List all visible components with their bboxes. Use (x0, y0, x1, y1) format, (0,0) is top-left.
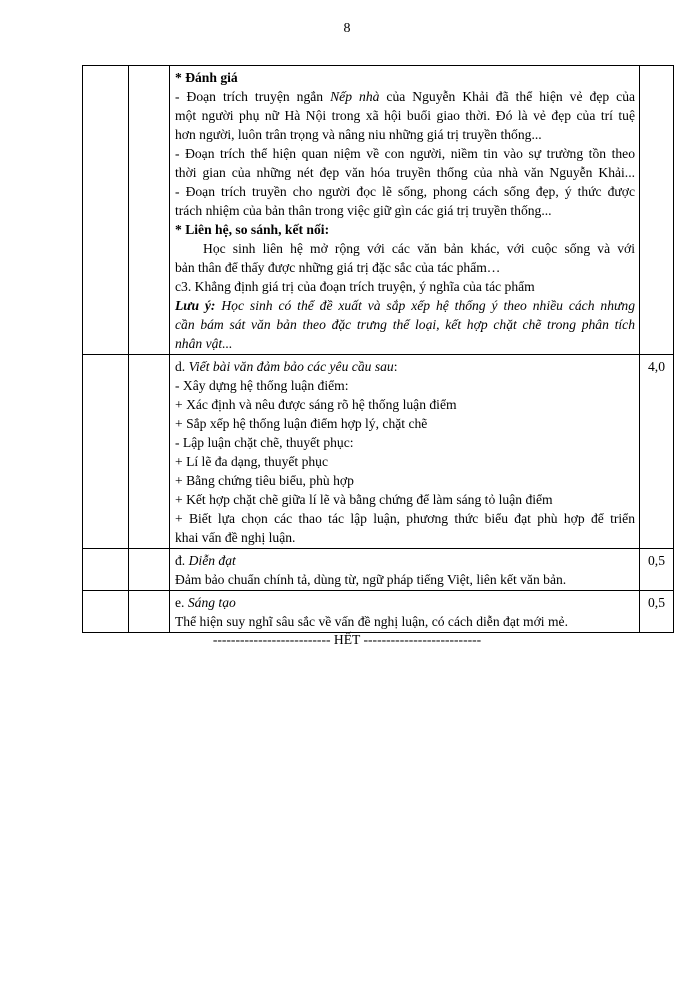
question-cell (83, 591, 129, 633)
text-line: hơn người, luôn trân trọng và nâng niu những giá trị truyền thống... (175, 127, 542, 142)
evaluation-point-3: - Đoạn trích truyền cho người đọc lẽ sống, phong cách sống đẹp, ý thức được (175, 184, 635, 199)
score-value: 0,5 (640, 591, 674, 633)
content-cell (170, 549, 640, 591)
table-row (83, 549, 674, 591)
page-number: 8 (343, 21, 351, 36)
table-row (83, 66, 674, 355)
list-item: - Xây dựng hệ thống luận điểm: (175, 378, 349, 393)
content-cell (170, 591, 640, 633)
table-row (83, 591, 674, 633)
note: Lưu ý: Học sinh có thể đề xuất và sắp xếp hệ thống ý theo nhiều cách nhưng (175, 298, 635, 313)
part-cell (129, 66, 170, 355)
compare-text: Học sinh liên hệ mở rộng với các văn bản khác, với cuộc sống và với (203, 241, 635, 256)
compare-heading: * Liên hệ, so sánh, kết nối: (175, 222, 330, 237)
note-label: Lưu ý: (175, 298, 216, 313)
question-cell (83, 66, 129, 355)
part-cell (129, 355, 170, 549)
section-e-body: Thể hiện suy nghĩ sâu sắc về vấn đề nghị luận, có cách diễn đạt mới mẻ. (175, 614, 568, 629)
part-cell (129, 549, 170, 591)
list-item: + Sắp xếp hệ thống luận điểm hợp lý, chặt chẽ (175, 416, 428, 431)
question-cell (83, 355, 129, 549)
list-item: + Biết lựa chọn các thao tác lập luận, phương thức biểu đạt phù hợp để triển (175, 511, 635, 526)
text-line: nhân vật... (175, 336, 233, 351)
section-dd-heading: đ. Diễn đạt (175, 553, 236, 568)
text-line: một người phụ nữ Hà Nội trong xã hội buổi giao thời. Đó là vẻ đẹp của trí tuệ (175, 108, 635, 123)
c3-point: c3. Khẳng định giá trị của đoạn trích truyện, ý nghĩa của tác phẩm (175, 279, 535, 294)
work-title: Nếp nhà (330, 89, 380, 104)
end-marker: -------------------------- HẾT -------------------------- (212, 632, 482, 647)
text-line: cần bám sát văn bản theo đặc trưng thể loại, kết hợp chặt chẽ trong phân tích (175, 317, 635, 332)
list-item: + Kết hợp chặt chẽ giữa lí lẽ và bằng chứng để làm sáng tỏ luận điểm (175, 492, 553, 507)
content-cell (170, 355, 640, 549)
text-line: thời gian của những nét đẹp văn hóa truyền thống của nhà văn Nguyễn Khải... (175, 165, 635, 180)
question-cell (83, 549, 129, 591)
evaluation-heading: * Đánh giá (175, 70, 238, 85)
score-value: 4,0 (640, 355, 674, 549)
score-value: 0,5 (640, 549, 674, 591)
score-cell (640, 66, 674, 355)
list-item: + Bằng chứng tiêu biểu, phù hợp (175, 473, 354, 488)
list-item: + Lí lẽ đa dạng, thuyết phục (175, 454, 329, 469)
scoring-rubric-table (82, 65, 674, 633)
section-dd-body: Đảm bảo chuẩn chính tả, dùng từ, ngữ pháp tiếng Việt, liên kết văn bản. (175, 572, 567, 587)
text-line: bản thân để thấy được những giá trị đặc sắc của tác phẩm… (175, 260, 501, 275)
list-item: + Xác định và nêu được sáng rõ hệ thống luận điểm (175, 397, 457, 412)
section-e-heading: e. Sáng tạo (175, 595, 236, 610)
content-cell (170, 66, 640, 355)
part-cell (129, 591, 170, 633)
list-item: - Lập luận chặt chẽ, thuyết phục: (175, 435, 354, 450)
text-line: trách nhiệm của bản thân trong việc giữ gìn các giá trị truyền thống... (175, 203, 552, 218)
evaluation-point-1: - Đoạn trích truyện ngắn Nếp nhà của Nguyễn Khải đã thể hiện vẻ đẹp của (175, 89, 636, 104)
evaluation-point-2: - Đoạn trích thể hiện quan niệm về con người, niềm tin vào sự trường tồn theo (175, 146, 635, 161)
table-row (83, 355, 674, 549)
section-d-heading: d. Viết bài văn đảm bảo các yêu cầu sau: (175, 359, 398, 374)
text-line: khai vấn đề nghị luận. (175, 530, 296, 545)
